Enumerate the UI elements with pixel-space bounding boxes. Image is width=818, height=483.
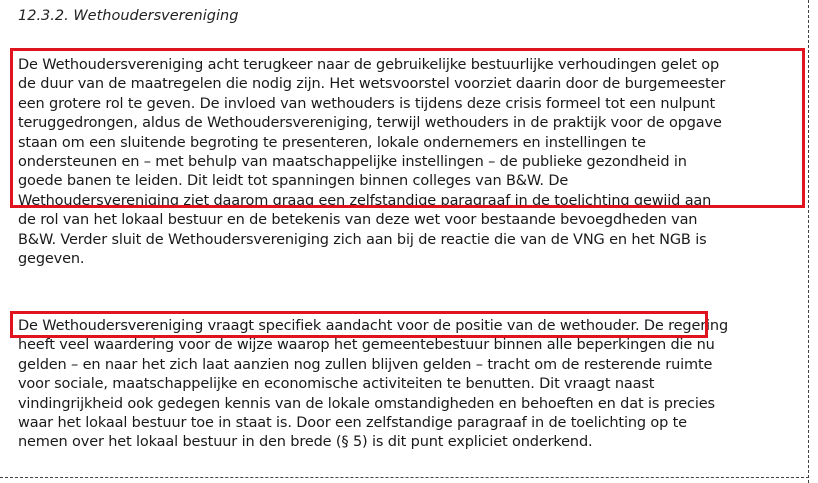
text-line: de duur van de maatregelen die nodig zijn. Het wetsvoorstel voorziet daarin door de burgemeester <box>18 76 726 93</box>
paragraph-2 <box>18 317 808 453</box>
text-line: ondersteunen en – met behulp van maatschappelijke instellingen – de publieke gezondheid in <box>18 153 687 170</box>
paragraph-1 <box>18 56 808 269</box>
text-line: teruggedrongen, aldus de Wethoudersvereniging, terwijl wethouders in de praktijk voor de opgave <box>18 115 722 132</box>
text-line: staan om een sluitende begroting te presenteren, lokale ondernemers en instellingen te <box>18 134 646 151</box>
page-border-bottom <box>0 477 809 478</box>
text-line: vindingrijkheid ook gedegen kennis van de lokale omstandigheden en behoeften en dat is precies <box>18 395 715 412</box>
text-line: gelden – en naar het zich laat aanzien nog zullen blijven gelden – tracht om de resterende ruimte <box>18 356 713 373</box>
text-line: waar het lokaal bestuur toe in staat is. Door een zelfstandige paragraaf in de toelichting op te <box>18 414 687 431</box>
text-line: heeft veel waardering voor de wijze waarop het gemeentebestuur binnen alle beperkingen die nu <box>18 337 715 354</box>
text-line: Wethoudersvereniging ziet daarom graag een zelfstandige paragraaf in de toelichting gewijd aan <box>18 192 712 209</box>
text-line: De Wethoudersvereniging acht terugkeer naar de gebruikelijke bestuurlijke verhoudingen gelet op <box>18 57 720 73</box>
text-line: voor sociale, maatschappelijke en economische activiteiten te benutten. Dit vraagt naast <box>18 376 655 393</box>
text-line: De Wethoudersvereniging vraagt specifiek aandacht voor de positie van de wethouder. De regering <box>18 318 729 334</box>
text-line: nemen over het lokaal bestuur in den brede (§ 5) is dit punt expliciet onderkend. <box>18 434 593 451</box>
text-line: goede banen te leiden. Dit leidt tot spanningen binnen colleges van B&W. De <box>18 173 569 190</box>
text-line: de rol van het lokaal bestuur en de betekenis van deze wet voor bestaande bevoegdheden van <box>18 212 698 229</box>
section-heading: 12.3.2. Wethoudersvereniging <box>18 8 239 24</box>
text-line: B&W. Verder sluit de Wethoudersvereniging zich aan bij de reactie die van de VNG en het NGB is <box>18 231 707 248</box>
page-border-right <box>808 0 809 483</box>
text-line: een grotere rol te geven. De invloed van wethouders is tijdens deze crisis formeel tot een nulpunt <box>18 95 716 112</box>
text-line: gegeven. <box>18 250 85 267</box>
